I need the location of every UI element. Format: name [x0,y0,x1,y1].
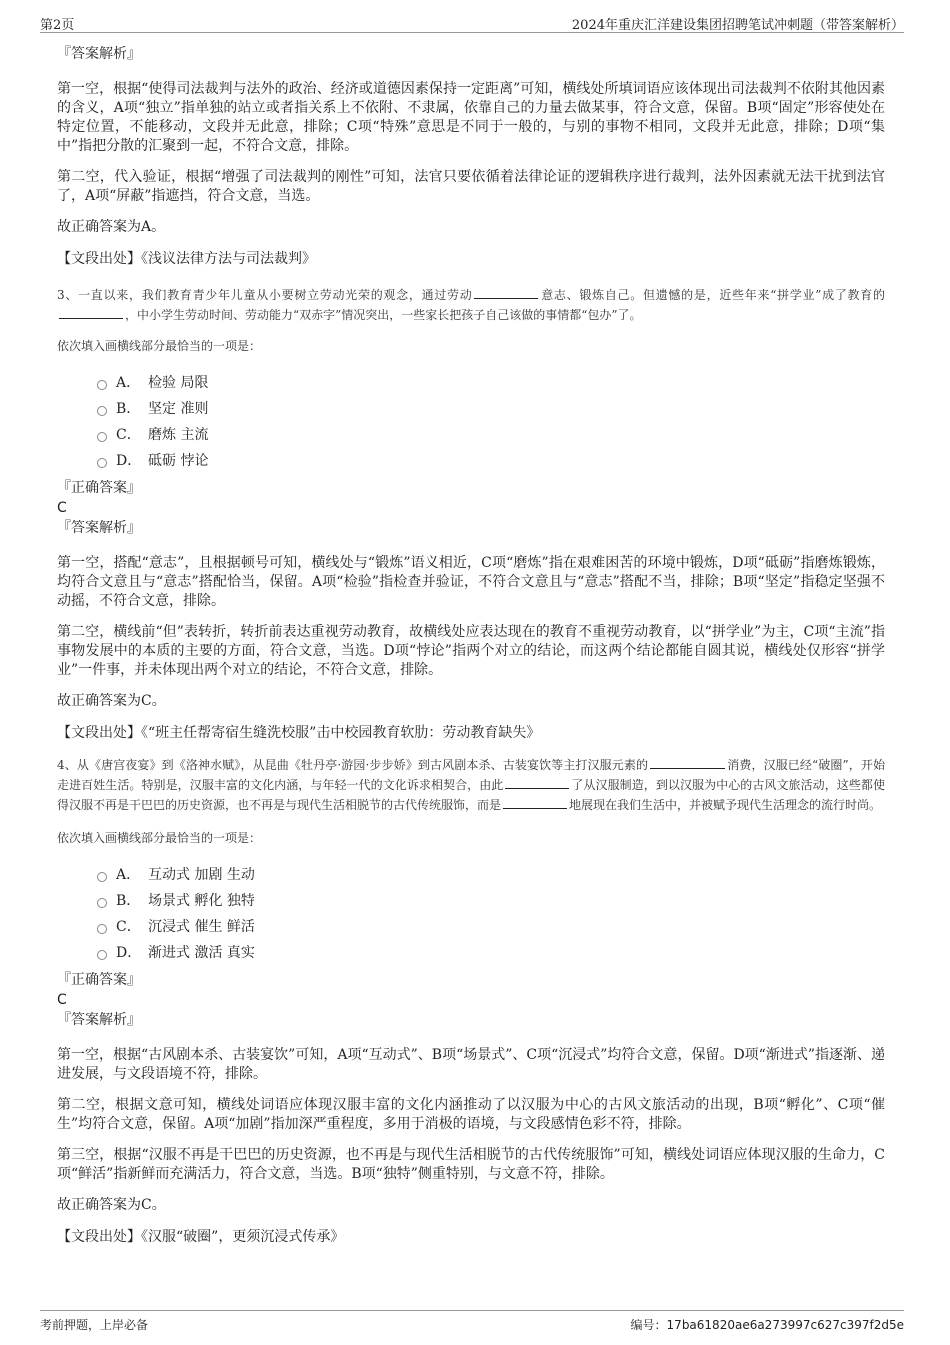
footer-code [631,1316,904,1333]
radio-button[interactable] [97,380,107,390]
option-letter: B． [116,893,141,909]
q4-option-c[interactable] [97,914,885,940]
option-letter: A． [116,375,141,391]
prev-source: 【文段出处】《浅议法律方法与司法裁判》 [57,251,316,267]
option-letter: A． [116,867,141,883]
q4-analysis-paragraph-1: 第一空，根据“古风剧本杀、古装宴饮”可知，A项“互动式”、B项“场景式”、C项“沉浸式”均符合文意，保留。D项“渐进式”指逐渐、递进发展，与文段语境不符，排除。 [57,1047,885,1082]
option-letter: C． [116,919,141,935]
prev-analysis-paragraph-2: 第二空，代入验证，根据“增强了司法裁判的刚性”可知，法官只要依循着法律论证的逻辑秩序进行裁判，法外因素就无法干扰到法官了，A项“屏蔽”指遮挡，符合文意，当选。 [57,169,885,204]
q4-conclusion: 故正确答案为C。 [57,1197,166,1213]
option-text: 场景式 孵化 独特 [148,893,255,909]
q3-stem-part-2: 意志、锻炼自己。但遗憾的是，近些年来“拼学业”成了教育的 [540,288,885,302]
q3-option-b[interactable] [97,396,885,422]
q4-stem-part-2: 消费，汉服已经“破圈”，开始走进百姓生活。特别是，汉服丰富的文化内涵，与年轻一代的文化诉求相契合，由此 [57,758,885,792]
q3-analysis-paragraph-1: 第一空，搭配“意志”，且根据顿号可知，横线处与“锻炼”语义相近，C项“磨炼”指在艰难困苦的环境中锻炼，D项“砥砺”指磨炼锻炼，均符合文意且与“意志”搭配恰当，保留。A项“检验”指检查并验证，不符合文意且与“意志”搭配不当，排除；B项“坚定”指稳定坚强不动摇，不符合文意，排除。 [57,555,885,609]
q3-source: 【文段出处】《“班主任帮寄宿生缝洗校服”击中校园教育软肋：劳动教育缺失》 [57,725,541,741]
radio-button[interactable] [97,872,107,882]
q4-stem-part-3: 了从汉服制造，到以汉服为中心的古风文旅活动，这些都使得汉服不再是干巴巴的历史资源，也不再是与现代生活相脱节的古代传统服饰，而是 [57,778,885,812]
prev-analysis-paragraph-1: 第一空，根据“使得司法裁判与法外的政治、经济或道德因素保持一定距离”可知，横线处所填词语应该体现出司法裁判不依附其他因素的含义，A项“独立”指单独的站立或者指关系上不依附、不隶属，依靠自己的力量去做某事，符合文意，保留。B项“固定”形容使处在特定位置，不能移动，文段并无此意，排除；C项“特殊”意思是不同于一般的，与别的事物不相同，文段并无此意，排除；D项“集中”指把分散的汇聚到一起，不符合文意，排除。 [57,81,885,154]
q4-blank-1 [650,756,725,769]
q3-answer: C [57,500,67,516]
option-text: 渐进式 激活 真实 [148,945,255,961]
q3-options [97,370,885,474]
q4-stem [57,755,885,815]
option-text: 沉浸式 催生 鲜活 [148,919,255,935]
option-text: 坚定 准则 [148,401,209,417]
option-letter: B． [116,401,141,417]
q3-stem-part-1: 3、一直以来，我们教育青少年儿童从小要树立劳动光荣的观念，通过劳动 [57,288,473,302]
q3-stem [57,285,885,325]
q4-option-a[interactable] [97,862,885,888]
q3-instruction: 依次填入画横线部分最恰当的一项是： [57,339,262,353]
page-footer [40,1310,904,1337]
q4-analysis-paragraph-2: 第二空，根据文意可知，横线处词语应体现汉服丰富的文化内涵推动了以汉服为中心的古风文旅活动的出现，B项“孵化”、C项“催生”均符合文意，保留。A项“加剧”指加深严重程度，多用于消极的语境，与文段感情色彩不符，排除。 [57,1097,885,1132]
q3-conclusion: 故正确答案为C。 [57,693,166,709]
footer-slogan: 考前押题，上岸必备 [40,1318,149,1332]
q4-option-b[interactable] [97,888,885,914]
q4-option-d[interactable] [97,940,885,966]
q4-stem-part-4: 地展现在我们生活中，并被赋予现代生活理念的流行时尚。 [569,798,882,812]
q4-blank-2 [505,776,569,789]
option-text: 检验 局限 [148,375,209,391]
radio-button[interactable] [97,458,107,468]
q4-blank-3 [503,796,567,809]
page-header [40,12,904,33]
option-text: 互动式 加剧 生动 [148,867,255,883]
option-letter: D． [116,453,142,469]
radio-button[interactable] [97,950,107,960]
prev-conclusion: 故正确答案为A。 [57,219,166,235]
radio-button[interactable] [97,924,107,934]
q3-option-c[interactable] [97,422,885,448]
prev-analysis-label: 『答案解析』 [57,46,141,62]
q4-source: 【文段出处】《汉服“破圈”，更须沉浸式传承》 [57,1229,345,1245]
q4-instruction: 依次填入画横线部分最恰当的一项是： [57,831,262,845]
page-number: 第2页 [40,18,75,33]
q4-answer-label: 『正确答案』 [57,972,141,988]
q3-option-a[interactable] [97,370,885,396]
option-letter: D． [116,945,142,961]
q3-answer-label: 『正确答案』 [57,480,141,496]
q3-stem-part-3: ，中小学生劳动时间、劳动能力“双赤字”情况突出，一些家长把孩子自己该做的事情都“包办”了。 [125,308,642,322]
q4-stem-part-1: 4、从《唐宫夜宴》到《洛神水赋》，从昆曲《牡丹亭·游园·步步娇》到古风剧本杀、古装宴饮等主打汉服元素的 [57,758,649,772]
q3-blank-1 [474,286,538,299]
radio-button[interactable] [97,898,107,908]
radio-button[interactable] [97,432,107,442]
q3-analysis-label: 『答案解析』 [57,520,141,536]
footer-code-label: 编号： [630,1318,667,1332]
option-text: 砥砺 悖论 [148,453,209,469]
radio-button[interactable] [97,406,107,416]
q3-analysis-paragraph-2: 第二空，横线前“但”表转折，转折前表达重视劳动教育，故横线处应表达现在的教育不重视劳动教育，以“拼学业”为主，C项“主流”指事物发展中的本质的主要的方面，符合文意，当选。D项“悖论”指两个对立的结论，而这两个结论都能自圆其说，横线处仅形容“拼学业”一件事，并未体现出两个对立的结论，不符合文意，排除。 [57,624,885,678]
document-title: 2024年重庆汇洋建设集团招聘笔试冲刺题（带答案解析） [571,18,904,33]
q4-analysis-label: 『答案解析』 [57,1012,141,1028]
q4-answer: C [57,992,67,1008]
footer-code-value: 17ba61820ae6a273997c627c397f2d5e [666,1318,904,1332]
q3-option-d[interactable] [97,448,885,474]
page-content [57,44,885,1247]
q3-blank-2 [59,306,123,319]
q4-options [97,862,885,966]
option-text: 磨炼 主流 [148,427,209,443]
option-letter: C． [116,427,141,443]
q4-analysis-paragraph-3: 第三空，根据“汉服不再是干巴巴的历史资源，也不再是与现代生活相脱节的古代传统服饰”可知，横线处词语应体现汉服的生命力，C项“鲜活”指新鲜而充满活力，符合文意，当选。B项“独特”侧重特别，与文意不符，排除。 [57,1147,885,1182]
